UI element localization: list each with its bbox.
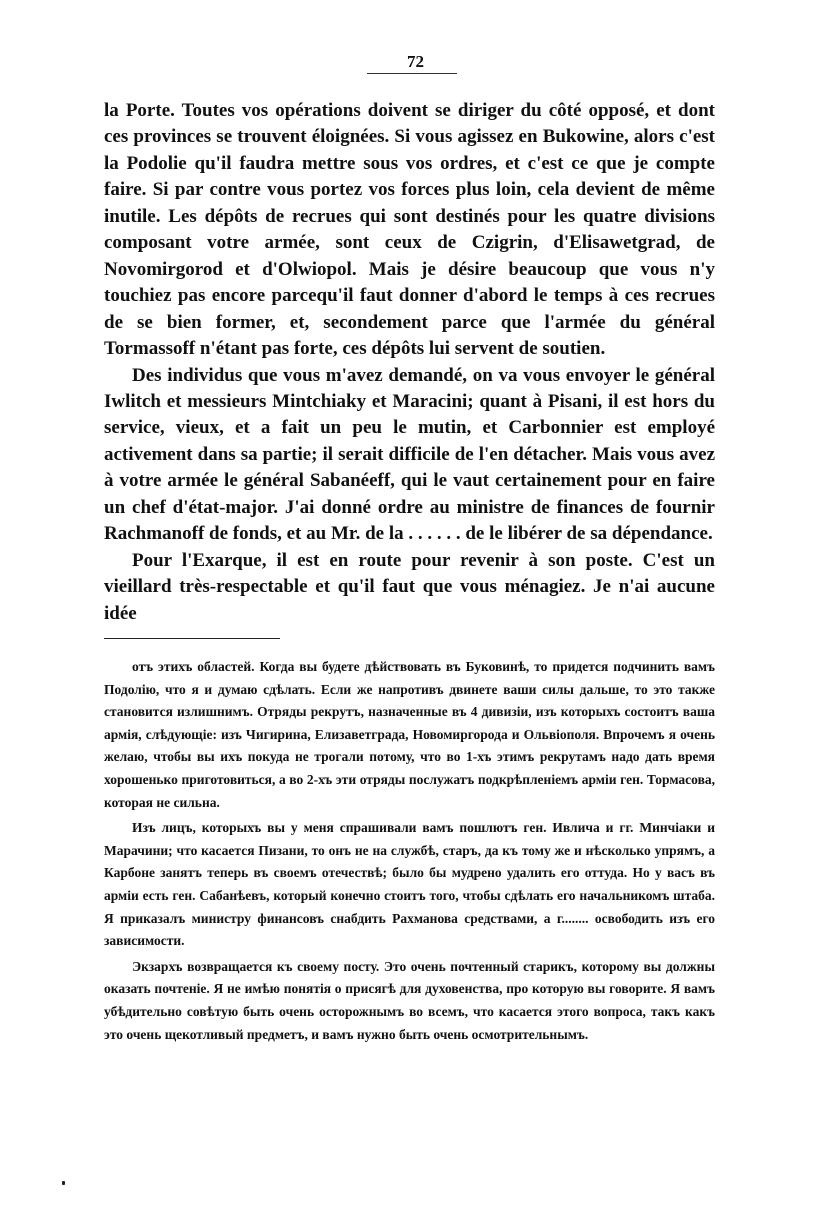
print-speck	[62, 1181, 65, 1185]
page-number-rule	[367, 73, 457, 74]
footnote-divider	[104, 638, 280, 639]
main-paragraph-1: la Porte. Toutes vos opérations doivent se diriger du côté opposé, et dont ces provinces se trouvent éloignées. Si vous agissez en Bukowine, alors c'est la Podolie qu'il faudra mettre sous vos ordres, et c'est ce que je compte faire. Si par contre vous portez vos forces plus loin, cela devient de même inutile. Les dépôts de recrues qui sont destinés pour les quatre divisions composant votre armée, sont ceux de Czigrin, d'Elisawetgrad, de Novomirgorod et d'Olwiopol. Mais je désire beaucoup que vous n'y touchiez pas encore parcequ'il faut donner d'abord le temps à ces recrues de se bien former, et, secondement parce que l'armée du général Tormassoff n'étant pas forte, ces dépôts lui servent de soutien.	[104, 100, 715, 360]
footnote-translation	[104, 656, 715, 1049]
main-paragraph-2: Des individus que vous m'avez demandé, on va vous envoyer le général Iwlitch et messieurs Mintchiaky et Maracini; quant à Pisani, il est hors du service, vieux, et a fait un peu le mutin, et Carbonnier est employé activement dans sa partie; il serait difficile de l'en détacher. Mais vous avez à votre armée le général Sabanéeff, qui le vaut certainement pour en faire un chef d'état-major. J'ai donné ordre au ministre de finances de fournir Rachmanoff de fonds, et au Mr. de la . . . . . . de le libérer de sa dépendance.	[104, 364, 715, 545]
main-text-body	[104, 98, 715, 627]
footnote-paragraph-2: Изъ лицъ, которыхъ вы у меня спрашивали вамъ пошлютъ ген. Ивлича и гг. Минчіаки и Марачини; что касается Пизани, то онъ не на службѣ, старъ, да къ тому же и нѣсколько упрямъ, а Карбоне занятъ теперь въ своемъ отечествѣ; было бы мудрено удалить его оттуда. Но у васъ въ арміи есть ген. Сабанѣевъ, который конечно стоитъ того, чтобы сдѣлать его начальникомъ штаба. Я приказалъ министру финансовъ снабдить Рахманова средствами, а г........ освободить изъ его зависимости.	[104, 820, 715, 949]
main-paragraph-3: Pour l'Exarque, il est en route pour revenir à son poste. C'est un vieillard très-respectable et qu'il faut que vous ménagiez. Je n'ai aucune idée	[104, 549, 715, 624]
footnote-paragraph-3: Экзархъ возвращается къ своему посту. Это очень почтенный старикъ, которому вы должны оказать почтеніе. Я не имѣю понятія о присягѣ для духовенства, про которую вы говорите. Я вамъ убѣдительно совѣтую быть очень осторожнымъ во всемъ, что касается этого вопроса, такъ какъ это очень щекотливый предметъ, и вамъ нужно быть очень осмотрительнымъ.	[104, 958, 715, 1042]
page-number: 72	[407, 52, 424, 71]
footnote-paragraph-1: отъ этихъ областей. Когда вы будете дѣйствовать въ Буковинѣ, то придется подчинить вамъ Подолію, что я и думаю сдѣлать. Если же напротивъ двинете ваши силы дальше, то это также становится излишнимъ. Отряды рекрутъ, назначенные въ 4 дивизіи, изъ которыхъ состоитъ ваша армія, слѣдующіе: изъ Чигирина, Елизаветграда, Новомиргорода и Ольвіополя. Впрочемъ я очень желаю, чтобы вы ихъ покуда не трогали потому, что во 1-хъ этимъ рекрутамъ надо дать время хорошенько приготовиться, а во 2-хъ эти отряды послужатъ подкрѣпленіемъ арміи ген. Тормасова, которая не сильна.	[104, 659, 715, 810]
